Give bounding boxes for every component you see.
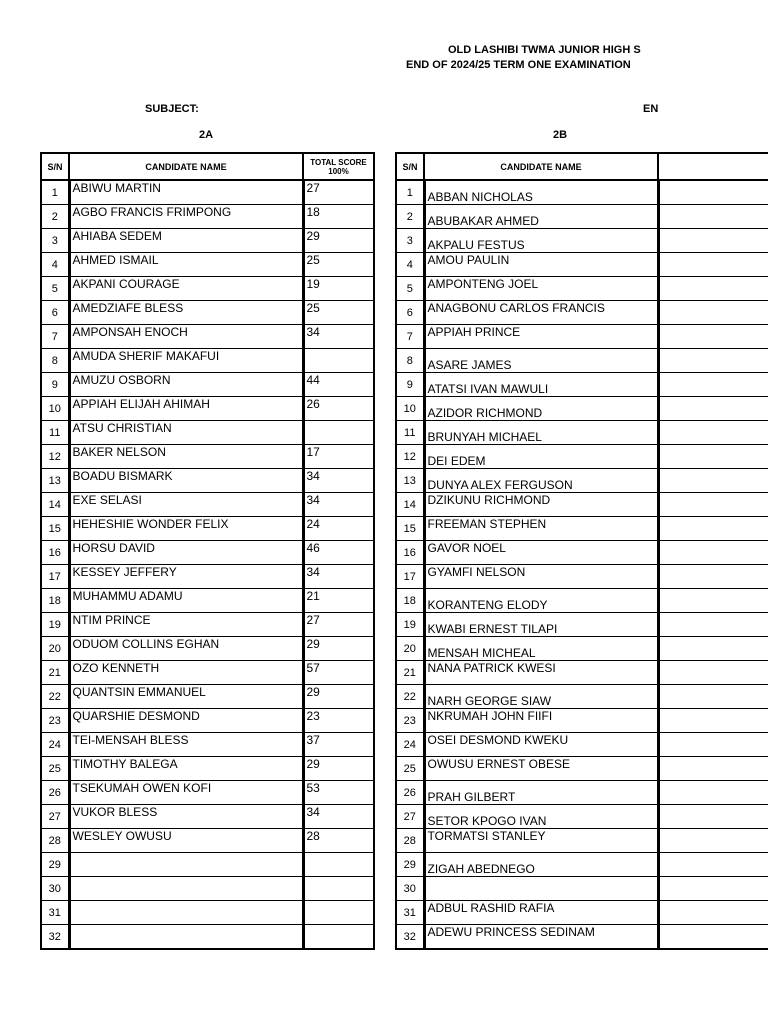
serial-number-cell: 14 [41, 493, 69, 517]
table-row [41, 901, 374, 925]
table-row [396, 325, 768, 349]
total-score-cell: 53 [303, 781, 374, 805]
cut-off-cell [658, 373, 768, 397]
total-score-cell: 24 [303, 517, 374, 541]
table-row [41, 445, 374, 469]
candidate-name-cell: FREEMAN STEPHEN [424, 517, 658, 541]
table-row [396, 205, 768, 229]
cut-off-cell [658, 853, 768, 877]
serial-number-cell: 6 [41, 301, 69, 325]
total-score-cell: 21 [303, 589, 374, 613]
cut-off-cell [658, 325, 768, 349]
table-row [396, 349, 768, 373]
table-row [396, 805, 768, 829]
table-row [41, 733, 374, 757]
total-score-column-header [303, 153, 374, 180]
table-row [41, 421, 374, 445]
candidate-name-cell: AMUZU OSBORN [69, 373, 303, 397]
serial-number-cell: 30 [396, 877, 424, 901]
table-row [41, 277, 374, 301]
candidate-name-cell [424, 877, 658, 901]
candidate-name-cell: KWABI ERNEST TILAPI [424, 613, 658, 637]
total-score-cell: 44 [303, 373, 374, 397]
candidate-name-cell: AMOU PAULIN [424, 253, 658, 277]
cut-off-cell [658, 253, 768, 277]
cut-off-cell [658, 613, 768, 637]
total-score-cell: 23 [303, 709, 374, 733]
candidate-name-cell: KORANTENG ELODY [424, 589, 658, 613]
candidate-name-cell: AMPONSAH ENOCH [69, 325, 303, 349]
serial-number-cell: 21 [41, 661, 69, 685]
table-row [396, 469, 768, 493]
serial-number-cell: 19 [396, 613, 424, 637]
serial-number-cell: 25 [396, 757, 424, 781]
table-row [41, 709, 374, 733]
serial-number-cell: 18 [396, 589, 424, 613]
serial-number-cell: 27 [396, 805, 424, 829]
serial-number-cell: 18 [41, 589, 69, 613]
serial-number-cell: 29 [41, 853, 69, 877]
table-row [396, 421, 768, 445]
candidate-name-cell: NTIM PRINCE [69, 613, 303, 637]
serial-number-cell: 25 [41, 757, 69, 781]
table-row [41, 180, 374, 205]
table-row [396, 229, 768, 253]
candidate-name-cell: BOADU BISMARK [69, 469, 303, 493]
serial-number-cell: 8 [396, 349, 424, 373]
table-row [396, 781, 768, 805]
serial-number-cell: 2 [396, 205, 424, 229]
serial-number-cell: 1 [41, 180, 69, 205]
serial-number-cell: 32 [41, 925, 69, 950]
table-row [41, 373, 374, 397]
serial-number-cell: 24 [41, 733, 69, 757]
serial-number-cell: 16 [41, 541, 69, 565]
serial-number-cell: 12 [41, 445, 69, 469]
candidate-name-cell: NKRUMAH JOHN FIIFI [424, 709, 658, 733]
candidate-name-cell: ASARE JAMES [424, 349, 658, 373]
table-row [41, 829, 374, 853]
candidate-name-cell: AHIABA SEDEM [69, 229, 303, 253]
candidate-name-cell: VUKOR BLESS [69, 805, 303, 829]
candidate-name-cell: AGBO FRANCIS FRIMPONG [69, 205, 303, 229]
candidate-name-cell: AKPALU FESTUS [424, 229, 658, 253]
cut-off-cell [658, 493, 768, 517]
cut-off-cell [658, 517, 768, 541]
table-row [396, 925, 768, 950]
table-row [41, 757, 374, 781]
candidate-name-cell: GYAMFI NELSON [424, 565, 658, 589]
serial-number-cell: 2 [41, 205, 69, 229]
candidate-name-cell: ABIWU MARTIN [69, 180, 303, 205]
total-score-cell: 18 [303, 205, 374, 229]
table-header-row [396, 153, 768, 180]
class-a-label: 2A [199, 129, 214, 141]
candidate-name-cell: ZIGAH ABEDNEGO [424, 853, 658, 877]
candidate-name-cell: SETOR KPOGO IVAN [424, 805, 658, 829]
candidate-name-cell: QUARSHIE DESMOND [69, 709, 303, 733]
cut-off-cell [658, 637, 768, 661]
table-row [396, 829, 768, 853]
serial-number-cell: 11 [41, 421, 69, 445]
table-row [396, 373, 768, 397]
serial-number-cell: 21 [396, 661, 424, 685]
total-score-cell: 29 [303, 229, 374, 253]
exam-title: END OF 2024/25 TERM ONE EXAMINATION [406, 59, 631, 71]
serial-number-cell: 31 [41, 901, 69, 925]
table-row [396, 180, 768, 205]
candidate-name-cell [69, 853, 303, 877]
serial-number-cell: 27 [41, 805, 69, 829]
serial-number-cell: 11 [396, 421, 424, 445]
table-row [41, 349, 374, 373]
class-b-score-table [395, 152, 768, 950]
serial-number-cell: 4 [396, 253, 424, 277]
table-row [41, 493, 374, 517]
table-row [396, 637, 768, 661]
table-row [396, 877, 768, 901]
cut-off-cell [658, 733, 768, 757]
candidate-name-cell: GAVOR NOEL [424, 541, 658, 565]
total-score-cell: 34 [303, 805, 374, 829]
table-row [41, 685, 374, 709]
cut-off-cell [658, 877, 768, 901]
sn-column-header: S/N [396, 153, 424, 180]
table-row [41, 925, 374, 950]
serial-number-cell: 15 [41, 517, 69, 541]
table-row [396, 301, 768, 325]
candidate-name-cell: KESSEY JEFFERY [69, 565, 303, 589]
candidate-name-cell: AMEDZIAFE BLESS [69, 301, 303, 325]
truncated-label: EN [643, 103, 659, 115]
class-b-label: 2B [553, 129, 568, 141]
total-score-cell: 37 [303, 733, 374, 757]
table-row [396, 277, 768, 301]
total-score-cell: 57 [303, 661, 374, 685]
serial-number-cell: 6 [396, 301, 424, 325]
serial-number-cell: 28 [41, 829, 69, 853]
table-row [41, 565, 374, 589]
serial-number-cell: 26 [396, 781, 424, 805]
total-score-cell: 34 [303, 469, 374, 493]
table-row [396, 397, 768, 421]
candidate-name-cell: AMUDA SHERIF MAKAFUI [69, 349, 303, 373]
serial-number-cell: 1 [396, 180, 424, 205]
candidate-name-cell: DEI EDEM [424, 445, 658, 469]
serial-number-cell: 7 [396, 325, 424, 349]
table-row [41, 205, 374, 229]
candidate-name-cell: OZO KENNETH [69, 661, 303, 685]
serial-number-cell: 9 [396, 373, 424, 397]
table-row [41, 637, 374, 661]
serial-number-cell: 16 [396, 541, 424, 565]
serial-number-cell: 10 [396, 397, 424, 421]
candidate-name-cell: BRUNYAH MICHAEL [424, 421, 658, 445]
total-score-cell [303, 349, 374, 373]
table-row [41, 325, 374, 349]
table-row [396, 541, 768, 565]
table-row [41, 781, 374, 805]
table-row [396, 733, 768, 757]
table-row [396, 709, 768, 733]
total-score-cell: 27 [303, 613, 374, 637]
table-row [396, 565, 768, 589]
cut-off-cell [658, 180, 768, 205]
total-score-cell [303, 901, 374, 925]
candidate-name-cell [69, 877, 303, 901]
table-row [396, 757, 768, 781]
cut-off-cell [658, 829, 768, 853]
candidate-name-cell: MENSAH MICHEAL [424, 637, 658, 661]
serial-number-cell: 5 [41, 277, 69, 301]
table-row [41, 853, 374, 877]
candidate-name-cell: MUHAMMU ADAMU [69, 589, 303, 613]
total-score-cell: 29 [303, 757, 374, 781]
serial-number-cell: 13 [396, 469, 424, 493]
table-row [396, 853, 768, 877]
total-score-cell: 25 [303, 253, 374, 277]
serial-number-cell: 12 [396, 445, 424, 469]
cut-off-cell [658, 757, 768, 781]
table-row [41, 517, 374, 541]
total-score-cell: 28 [303, 829, 374, 853]
total-score-cell: 26 [303, 397, 374, 421]
serial-number-cell: 20 [41, 637, 69, 661]
total-score-cell: 27 [303, 180, 374, 205]
cut-off-cell [658, 229, 768, 253]
serial-number-cell: 17 [396, 565, 424, 589]
cut-off-cell [658, 205, 768, 229]
serial-number-cell: 5 [396, 277, 424, 301]
table-row [41, 661, 374, 685]
cut-off-cell [658, 445, 768, 469]
table-row [396, 517, 768, 541]
serial-number-cell: 31 [396, 901, 424, 925]
table-row [41, 229, 374, 253]
candidate-name-cell: NARH GEORGE SIAW [424, 685, 658, 709]
candidate-name-cell: TIMOTHY BALEGA [69, 757, 303, 781]
candidate-name-cell: BAKER NELSON [69, 445, 303, 469]
table-row [41, 877, 374, 901]
candidate-name-cell: NANA PATRICK KWESI [424, 661, 658, 685]
candidate-name-column-header: CANDIDATE NAME [424, 153, 658, 180]
cut-off-cell [658, 421, 768, 445]
table-row [41, 397, 374, 421]
serial-number-cell: 7 [41, 325, 69, 349]
table-row [396, 253, 768, 277]
table-row [41, 541, 374, 565]
table-row [396, 589, 768, 613]
cut-off-cell [658, 661, 768, 685]
serial-number-cell: 19 [41, 613, 69, 637]
serial-number-cell: 23 [41, 709, 69, 733]
total-score-cell [303, 853, 374, 877]
candidate-name-cell: AZIDOR RICHMOND [424, 397, 658, 421]
serial-number-cell: 9 [41, 373, 69, 397]
serial-number-cell: 3 [41, 229, 69, 253]
table-row [41, 613, 374, 637]
serial-number-cell: 28 [396, 829, 424, 853]
candidate-name-cell: ODUOM COLLINS EGHAN [69, 637, 303, 661]
candidate-name-cell: APPIAH PRINCE [424, 325, 658, 349]
cut-off-column-header [658, 153, 768, 180]
table-row [396, 685, 768, 709]
cut-off-cell [658, 781, 768, 805]
table-row [41, 469, 374, 493]
cut-off-cell [658, 589, 768, 613]
serial-number-cell: 17 [41, 565, 69, 589]
candidate-name-cell: DUNYA ALEX FERGUSON [424, 469, 658, 493]
serial-number-cell: 8 [41, 349, 69, 373]
candidate-name-cell: ADBUL RASHID RAFIA [424, 901, 658, 925]
serial-number-cell: 3 [396, 229, 424, 253]
total-score-cell: 29 [303, 637, 374, 661]
candidate-name-cell: AMPONTENG JOEL [424, 277, 658, 301]
serial-number-cell: 4 [41, 253, 69, 277]
subject-label: SUBJECT: [145, 103, 199, 115]
total-score-cell: 34 [303, 325, 374, 349]
cut-off-cell [658, 541, 768, 565]
candidate-name-cell: HORSU DAVID [69, 541, 303, 565]
total-score-cell: 25 [303, 301, 374, 325]
serial-number-cell: 22 [396, 685, 424, 709]
serial-number-cell: 29 [396, 853, 424, 877]
total-score-cell: 17 [303, 445, 374, 469]
candidate-name-cell: TSEKUMAH OWEN KOFI [69, 781, 303, 805]
cut-off-cell [658, 805, 768, 829]
total-score-cell [303, 877, 374, 901]
total-score-header-line1: TOTAL SCORE [310, 157, 367, 167]
serial-number-cell: 13 [41, 469, 69, 493]
total-score-cell [303, 925, 374, 950]
table-row [396, 493, 768, 517]
candidate-name-cell: APPIAH ELIJAH AHIMAH [69, 397, 303, 421]
candidate-name-cell: TEI-MENSAH BLESS [69, 733, 303, 757]
table-row [396, 613, 768, 637]
cut-off-cell [658, 277, 768, 301]
candidate-name-cell: ANAGBONU CARLOS FRANCIS [424, 301, 658, 325]
table-row [41, 805, 374, 829]
candidate-name-cell: DZIKUNU RICHMOND [424, 493, 658, 517]
cut-off-cell [658, 709, 768, 733]
candidate-name-cell [69, 925, 303, 950]
serial-number-cell: 22 [41, 685, 69, 709]
candidate-name-cell: AHMED ISMAIL [69, 253, 303, 277]
table-row [41, 589, 374, 613]
cut-off-cell [658, 469, 768, 493]
serial-number-cell: 23 [396, 709, 424, 733]
candidate-name-cell: ATATSI IVAN MAWULI [424, 373, 658, 397]
total-score-cell: 46 [303, 541, 374, 565]
cut-off-cell [658, 397, 768, 421]
candidate-name-cell [69, 901, 303, 925]
candidate-name-cell: ADEWU PRINCESS SEDINAM [424, 925, 658, 950]
candidate-name-cell: TORMATSI STANLEY [424, 829, 658, 853]
cut-off-cell [658, 565, 768, 589]
total-score-cell: 34 [303, 565, 374, 589]
table-row [41, 301, 374, 325]
serial-number-cell: 20 [396, 637, 424, 661]
table-row [396, 445, 768, 469]
serial-number-cell: 10 [41, 397, 69, 421]
table-row [41, 253, 374, 277]
total-score-cell: 19 [303, 277, 374, 301]
candidate-name-cell: HEHESHIE WONDER FELIX [69, 517, 303, 541]
total-score-header-line2: 100% [328, 166, 349, 176]
cut-off-cell [658, 685, 768, 709]
sn-column-header: S/N [41, 153, 69, 180]
candidate-name-cell: ATSU CHRISTIAN [69, 421, 303, 445]
candidate-name-column-header: CANDIDATE NAME [69, 153, 303, 180]
class-a-score-table [40, 152, 375, 950]
serial-number-cell: 26 [41, 781, 69, 805]
serial-number-cell: 24 [396, 733, 424, 757]
candidate-name-cell: PRAH GILBERT [424, 781, 658, 805]
table-header-row [41, 153, 374, 180]
serial-number-cell: 14 [396, 493, 424, 517]
candidate-name-cell: ABBAN NICHOLAS [424, 180, 658, 205]
candidate-name-cell: EXE SELASI [69, 493, 303, 517]
serial-number-cell: 15 [396, 517, 424, 541]
serial-number-cell: 30 [41, 877, 69, 901]
school-title: OLD LASHIBI TWMA JUNIOR HIGH S [448, 44, 641, 56]
candidate-name-cell: ABUBAKAR AHMED [424, 205, 658, 229]
cut-off-cell [658, 301, 768, 325]
total-score-cell: 34 [303, 493, 374, 517]
candidate-name-cell: QUANTSIN EMMANUEL [69, 685, 303, 709]
candidate-name-cell: WESLEY OWUSU [69, 829, 303, 853]
cut-off-cell [658, 349, 768, 373]
total-score-cell [303, 421, 374, 445]
candidate-name-cell: OWUSU ERNEST OBESE [424, 757, 658, 781]
table-row [396, 661, 768, 685]
candidate-name-cell: OSEI DESMOND KWEKU [424, 733, 658, 757]
serial-number-cell: 32 [396, 925, 424, 950]
cut-off-cell [658, 925, 768, 950]
table-row [396, 901, 768, 925]
total-score-cell: 29 [303, 685, 374, 709]
cut-off-cell [658, 901, 768, 925]
candidate-name-cell: AKPANI COURAGE [69, 277, 303, 301]
